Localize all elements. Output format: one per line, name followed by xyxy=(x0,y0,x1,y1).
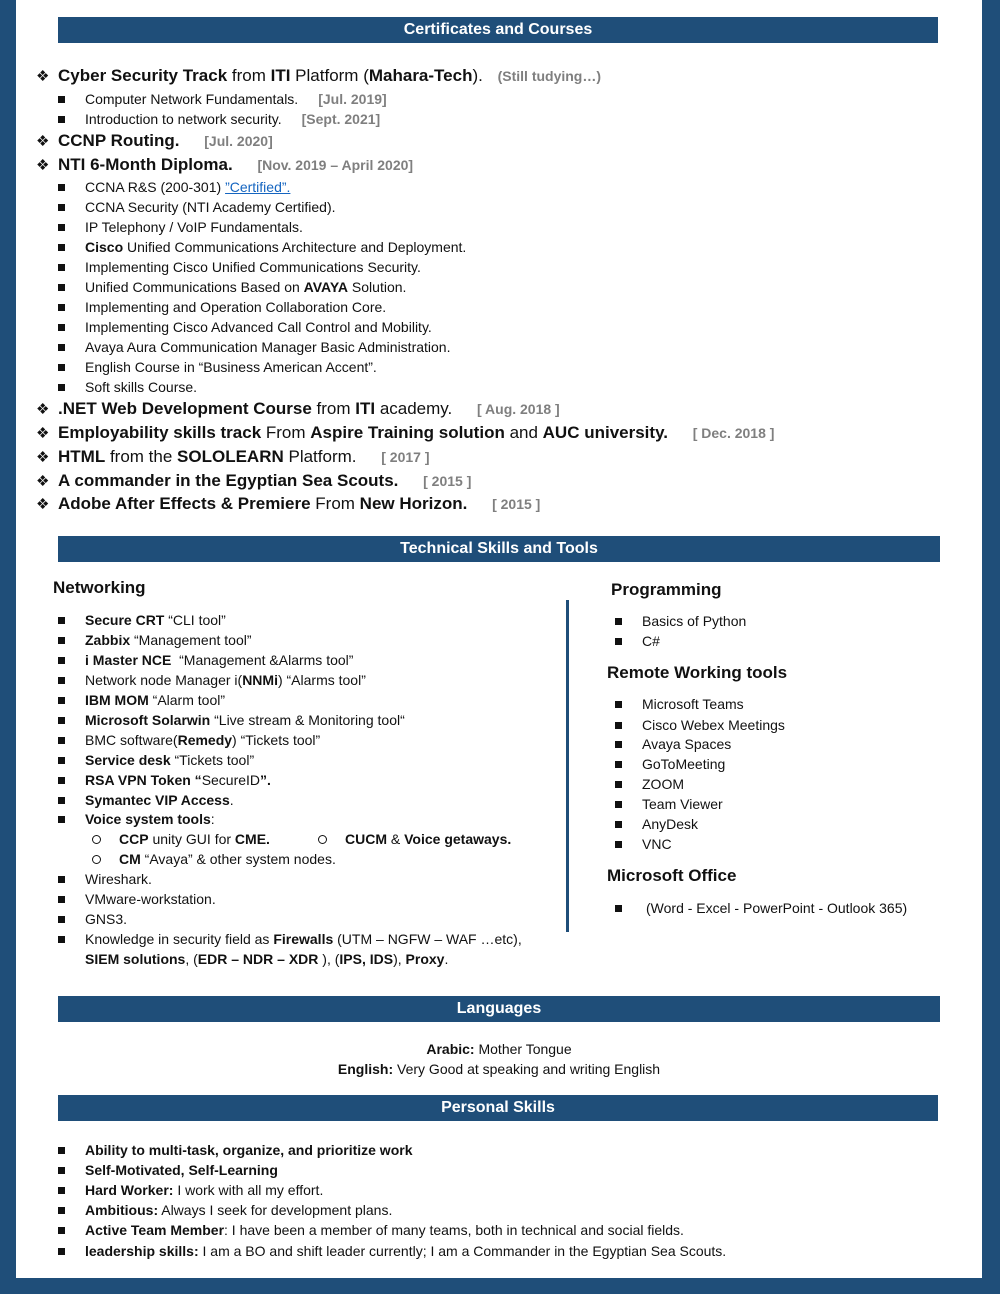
cert-date: [ 2015 ] xyxy=(492,496,541,512)
tool-name: Voice system tools xyxy=(85,811,211,827)
cert-title: .NET Web Development Course xyxy=(58,399,312,418)
square-bullet-icon xyxy=(58,797,65,804)
square-bullet-icon xyxy=(615,722,622,729)
list-item xyxy=(58,752,254,768)
cert-text: Platform ( xyxy=(290,66,369,85)
cert-text: from xyxy=(311,399,356,418)
list-item xyxy=(615,696,744,712)
list-item xyxy=(615,613,746,629)
language-level: Mother Tongue xyxy=(474,1041,572,1057)
tool-desc: Wireshark. xyxy=(85,871,152,887)
item-date: [Sept. 2021] xyxy=(301,111,381,127)
item-text: Solution. xyxy=(348,279,407,295)
tool-desc: Network node Manager i( xyxy=(85,672,243,688)
square-bullet-icon xyxy=(58,1147,65,1154)
remote-tools-title: Remote Working tools xyxy=(607,663,788,682)
cert-title: CCNP Routing. xyxy=(58,131,180,150)
tool-name: RSA VPN Token “ xyxy=(85,772,202,788)
square-bullet-icon xyxy=(58,116,65,123)
item-text: Microsoft Teams xyxy=(642,696,744,712)
square-bullet-icon xyxy=(58,344,65,351)
square-bullet-icon xyxy=(58,384,65,391)
square-bullet-icon xyxy=(58,617,65,624)
tool-desc: ) “Tickets tool” xyxy=(232,732,321,748)
section-header-personal: Personal Skills xyxy=(58,1095,938,1121)
item-text: Unified Communications Based on xyxy=(85,279,304,295)
square-bullet-icon xyxy=(58,224,65,231)
cert-org: ITI xyxy=(270,66,291,85)
tool-name: i Master NCE xyxy=(85,652,172,668)
diamond-bullet-icon: ❖ xyxy=(36,449,50,466)
list-item xyxy=(58,1162,278,1178)
section-header-skills: Technical Skills and Tools xyxy=(58,536,940,562)
language-level: Very Good at speaking and writing English xyxy=(393,1061,661,1077)
square-bullet-icon xyxy=(615,905,622,912)
circle-bullet-icon xyxy=(92,835,101,844)
skill-name: leadership skills: xyxy=(85,1243,199,1259)
list-item xyxy=(58,279,406,295)
tool-desc: : xyxy=(210,811,215,827)
office-title: Microsoft Office xyxy=(607,866,737,885)
tool-name: NNMi xyxy=(242,672,278,688)
item-text: Basics of Python xyxy=(642,613,747,629)
diamond-bullet-icon: ❖ xyxy=(36,496,50,513)
resume-page xyxy=(16,0,982,1278)
list-item xyxy=(58,1202,392,1218)
list-item xyxy=(615,796,723,812)
list-item xyxy=(615,836,672,852)
tool-name: Proxy xyxy=(405,951,445,967)
square-bullet-icon xyxy=(58,244,65,251)
item-text: Computer Network Fundamentals. xyxy=(85,91,299,107)
item-text: Team Viewer xyxy=(642,796,723,812)
cert-text: Platform. xyxy=(283,447,357,466)
item-text: Avaya Aura Communication Manager Basic Administration. xyxy=(85,339,451,355)
cert-scouts xyxy=(36,471,471,491)
skill-desc: Always I seek for development plans. xyxy=(158,1202,393,1218)
square-bullet-icon xyxy=(58,816,65,823)
tool-name: CUCM xyxy=(345,831,387,847)
cert-date: [ 2017 ] xyxy=(381,449,430,465)
list-item xyxy=(58,712,405,728)
item-text: English Course in “Business American Accent”. xyxy=(85,359,377,375)
square-bullet-icon xyxy=(58,757,65,764)
square-bullet-icon xyxy=(58,204,65,211)
list-item xyxy=(58,111,380,127)
item-text: Avaya Spaces xyxy=(642,736,732,752)
cert-text: From xyxy=(261,423,311,442)
item-text: Cisco Webex Meetings xyxy=(642,717,785,733)
square-bullet-icon xyxy=(58,264,65,271)
skill-desc: I work with all my effort. xyxy=(173,1182,324,1198)
tool-desc: VMware-workstation. xyxy=(85,891,216,907)
square-bullet-icon xyxy=(58,637,65,644)
list-item xyxy=(58,1243,726,1259)
skill-name: Active Team Member xyxy=(85,1222,225,1238)
square-bullet-icon xyxy=(58,96,65,103)
item-text: GoToMeeting xyxy=(642,756,726,772)
sub-list-item xyxy=(92,851,336,867)
list-item xyxy=(58,259,421,275)
square-bullet-icon xyxy=(58,284,65,291)
square-bullet-icon xyxy=(58,184,65,191)
list-item xyxy=(615,776,684,792)
cert-date: [Jul. 2020] xyxy=(204,133,273,149)
diamond-bullet-icon: ❖ xyxy=(36,425,50,442)
section-header-languages: Languages xyxy=(58,996,940,1022)
square-bullet-icon xyxy=(58,324,65,331)
tool-desc: BMC software( xyxy=(85,732,178,748)
tool-desc: unity GUI for xyxy=(148,831,235,847)
item-date: [Jul. 2019] xyxy=(318,91,387,107)
square-bullet-icon xyxy=(58,916,65,923)
diamond-bullet-icon: ❖ xyxy=(36,473,50,490)
item-text: Soft skills Course. xyxy=(85,379,198,395)
list-item xyxy=(58,772,271,788)
circle-bullet-icon xyxy=(92,855,101,864)
skill-desc: I am a BO and shift leader currently; I am a Commander in the Egyptian Sea Scouts. xyxy=(198,1243,727,1259)
tool-desc: “Avaya” & other system nodes. xyxy=(140,851,336,867)
tool-desc: “Live stream & Monitoring tool“ xyxy=(210,712,405,728)
list-item xyxy=(615,756,725,772)
list-item xyxy=(58,179,290,195)
tool-desc: “Management &Alarms tool” xyxy=(171,652,354,668)
skill-name: Ability to multi-task, organize, and prioritize work xyxy=(85,1142,413,1158)
list-item xyxy=(58,931,522,947)
tool-desc: “Alarm tool” xyxy=(148,692,225,708)
skill-name: Self-Motivated, Self-Learning xyxy=(85,1162,278,1178)
tool-desc: “Management tool” xyxy=(130,632,252,648)
list-item xyxy=(58,359,377,375)
item-text: VNC xyxy=(642,836,672,852)
cert-adobe xyxy=(36,494,540,514)
tool-desc: . xyxy=(444,951,449,967)
tool-name: ”. xyxy=(260,772,271,788)
tool-name: Microsoft Solarwin xyxy=(85,712,211,728)
tool-name: Remedy xyxy=(177,732,233,748)
cert-title: A commander in the Egyptian Sea Scouts. xyxy=(58,471,399,490)
tool-desc: ), xyxy=(393,951,406,967)
diamond-bullet-icon: ❖ xyxy=(36,157,50,174)
square-bullet-icon xyxy=(58,876,65,883)
tool-name: EDR – NDR – XDR xyxy=(197,951,319,967)
list-item xyxy=(615,633,660,649)
tool-name: IPS, IDS xyxy=(339,951,394,967)
cert-title: NTI 6-Month Diploma. xyxy=(58,155,233,174)
square-bullet-icon xyxy=(615,701,622,708)
list-item xyxy=(58,1182,323,1198)
diamond-bullet-icon: ❖ xyxy=(36,133,50,150)
tool-name: Firewalls xyxy=(273,931,334,947)
cert-date: [Nov. 2019 – April 2020] xyxy=(257,157,414,173)
skill-desc: : I have been a member of many teams, both in technical and social fields. xyxy=(224,1222,684,1238)
list-item xyxy=(58,871,152,887)
square-bullet-icon xyxy=(615,761,622,768)
tool-name: SIEM solutions xyxy=(85,951,186,967)
list-item xyxy=(58,672,366,688)
tool-name: Symantec VIP Access xyxy=(85,792,230,808)
square-bullet-icon xyxy=(615,781,622,788)
tool-name: CME. xyxy=(234,831,270,847)
cert-text: from the xyxy=(105,447,178,466)
networking-title: Networking xyxy=(53,578,146,597)
square-bullet-icon xyxy=(615,618,622,625)
list-item xyxy=(615,816,698,832)
cert-org: Aspire Training solution xyxy=(310,423,505,442)
square-bullet-icon xyxy=(58,657,65,664)
section-header-certificates: Certificates and Courses xyxy=(58,17,938,43)
square-bullet-icon xyxy=(615,638,622,645)
square-bullet-icon xyxy=(58,717,65,724)
cert-html xyxy=(36,447,430,467)
cert-org: ITI xyxy=(355,399,376,418)
item-text: CCNA R&S (200-301) xyxy=(85,179,226,195)
skill-name: Ambitious: xyxy=(85,1202,159,1218)
tool-name: CM xyxy=(119,851,141,867)
certified-link[interactable]: ”Certified”. xyxy=(225,179,291,195)
list-item xyxy=(58,652,353,668)
tool-desc: (UTM – NGFW – WAF …etc), xyxy=(333,931,522,947)
cert-org: New Horizon. xyxy=(359,494,468,513)
skill-name: Hard Worker: xyxy=(85,1182,174,1198)
language-name: Arabic: xyxy=(426,1041,475,1057)
square-bullet-icon xyxy=(58,777,65,784)
cert-title: Adobe After Effects & Premiere xyxy=(58,494,311,513)
tool-name: Zabbix xyxy=(85,632,131,648)
cert-ccnp xyxy=(36,131,273,151)
language-name: English: xyxy=(337,1061,394,1077)
square-bullet-icon xyxy=(58,1187,65,1194)
tool-name: Secure CRT xyxy=(85,612,165,628)
square-bullet-icon xyxy=(58,1248,65,1255)
list-item xyxy=(58,339,450,355)
item-text: (Word - Excel - PowerPoint - Outlook 365) xyxy=(646,900,908,916)
list-item xyxy=(615,900,907,916)
cert-org: AUC university. xyxy=(542,423,668,442)
list-item-continuation xyxy=(85,951,448,967)
language-english xyxy=(16,1061,982,1077)
list-item xyxy=(615,717,785,733)
list-item xyxy=(58,792,234,808)
list-item xyxy=(58,692,225,708)
list-item xyxy=(58,891,216,907)
tool-desc: ), ( xyxy=(318,951,340,967)
cert-org: Mahara-Tech xyxy=(368,66,473,85)
list-item xyxy=(58,612,226,628)
square-bullet-icon xyxy=(58,896,65,903)
circle-bullet-icon xyxy=(318,835,327,844)
list-item xyxy=(615,736,731,752)
list-item xyxy=(58,632,252,648)
square-bullet-icon xyxy=(58,677,65,684)
cert-title: Employability skills track xyxy=(58,423,262,442)
cert-nti-diploma xyxy=(36,155,413,175)
square-bullet-icon xyxy=(58,936,65,943)
cert-date: [ 2015 ] xyxy=(423,473,472,489)
cert-text: and xyxy=(504,423,543,442)
item-text: Implementing and Operation Collaboration Core. xyxy=(85,299,387,315)
tool-desc: ) “Alarms tool” xyxy=(277,672,366,688)
item-text: AnyDesk xyxy=(642,816,699,832)
list-item xyxy=(58,299,386,315)
item-text: Introduction to network security. xyxy=(85,111,282,127)
item-text: Implementing Cisco Unified Communications Security. xyxy=(85,259,421,275)
square-bullet-icon xyxy=(58,1227,65,1234)
cert-title: HTML xyxy=(58,447,106,466)
tool-desc: , ( xyxy=(185,951,198,967)
square-bullet-icon xyxy=(58,304,65,311)
square-bullet-icon xyxy=(58,1167,65,1174)
cert-date: [ Aug. 2018 ] xyxy=(477,401,560,417)
item-bold: AVAYA xyxy=(303,279,349,295)
square-bullet-icon xyxy=(615,801,622,808)
list-item xyxy=(58,911,127,927)
tool-name: CCP xyxy=(119,831,149,847)
list-item xyxy=(58,219,303,235)
programming-title: Programming xyxy=(611,580,722,599)
cert-net-web xyxy=(36,399,560,419)
square-bullet-icon xyxy=(58,364,65,371)
tool-desc: “Tickets tool” xyxy=(170,752,255,768)
tool-desc: SecureID xyxy=(201,772,261,788)
cert-text: From xyxy=(310,494,360,513)
item-text: Implementing Cisco Advanced Call Control and Mobility. xyxy=(85,319,432,335)
list-item xyxy=(58,1142,412,1158)
cert-date: [ Dec. 2018 ] xyxy=(692,425,775,441)
tool-desc: “CLI tool” xyxy=(164,612,226,628)
item-text: C# xyxy=(642,633,660,649)
column-divider xyxy=(566,600,569,932)
diamond-bullet-icon: ❖ xyxy=(36,68,50,85)
cert-employability xyxy=(36,423,774,443)
list-item xyxy=(58,91,387,107)
language-arabic xyxy=(16,1041,982,1057)
tool-desc: Knowledge in security field as xyxy=(85,931,274,947)
sub-list-item xyxy=(318,831,511,847)
diamond-bullet-icon: ❖ xyxy=(36,401,50,418)
item-bold: Cisco xyxy=(85,239,124,255)
cert-date: (Still tudying…) xyxy=(497,68,602,84)
tool-desc: & xyxy=(387,831,405,847)
item-text: Unified Communications Architecture and Deployment. xyxy=(123,239,467,255)
square-bullet-icon xyxy=(615,741,622,748)
list-item xyxy=(58,379,197,395)
cert-text: ). xyxy=(472,66,483,85)
cert-text: academy. xyxy=(375,399,453,418)
list-item xyxy=(58,1222,684,1238)
list-item xyxy=(58,811,215,827)
tool-desc: . xyxy=(229,792,234,808)
square-bullet-icon xyxy=(58,1207,65,1214)
item-text: ZOOM xyxy=(642,776,684,792)
list-item xyxy=(58,239,466,255)
cert-cyber-security xyxy=(36,66,601,86)
square-bullet-icon xyxy=(615,841,622,848)
list-item xyxy=(58,732,320,748)
cert-text: from xyxy=(227,66,271,85)
square-bullet-icon xyxy=(58,737,65,744)
tool-name: IBM MOM xyxy=(85,692,149,708)
cert-title: Cyber Security Track xyxy=(58,66,228,85)
sub-list-item xyxy=(92,831,270,847)
item-text: IP Telephony / VoIP Fundamentals. xyxy=(85,219,303,235)
tool-name: Service desk xyxy=(85,752,171,768)
square-bullet-icon xyxy=(615,821,622,828)
list-item xyxy=(58,319,432,335)
tool-name: Voice getaways. xyxy=(404,831,512,847)
list-item xyxy=(58,199,336,215)
tool-desc: GNS3. xyxy=(85,911,128,927)
item-text: CCNA Security (NTI Academy Certified). xyxy=(85,199,336,215)
square-bullet-icon xyxy=(58,697,65,704)
cert-org: SOLOLEARN xyxy=(177,447,284,466)
